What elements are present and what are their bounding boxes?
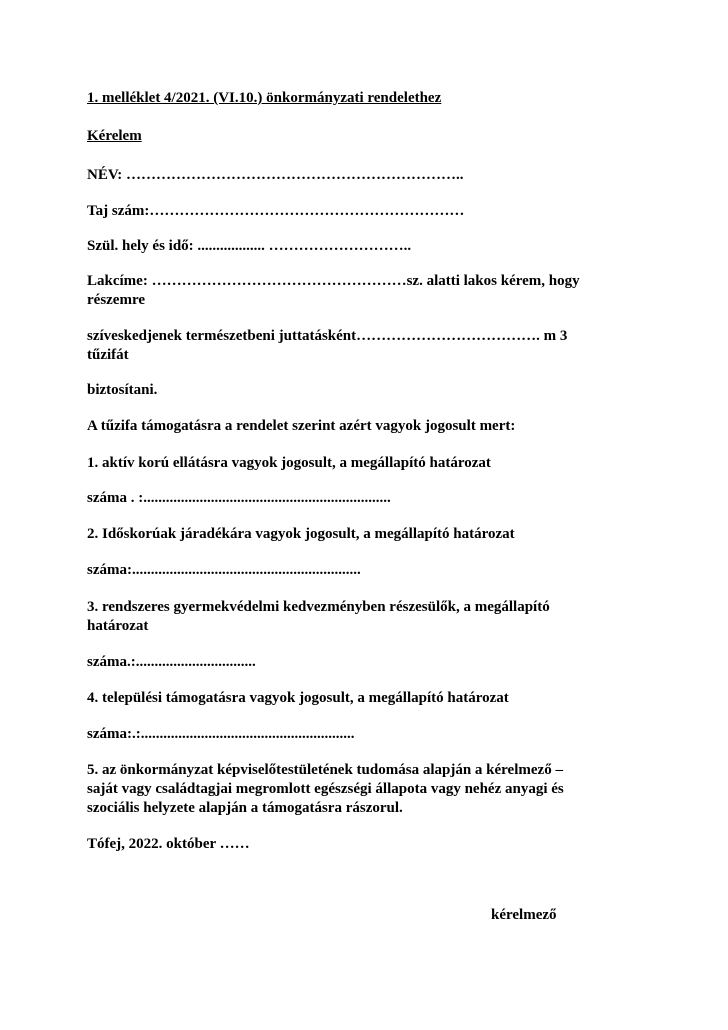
- item-5-line-3: szociális helyzete alapján a támogatásra rászorul.: [87, 800, 403, 816]
- request-line-1: szíveskedjenek természetbeni juttatásként………………………………. m 3: [87, 328, 568, 344]
- document-title: Kérelem: [87, 128, 142, 144]
- request-line-3: biztosítani.: [87, 382, 158, 398]
- place-and-date: Tófej, 2022. október ……: [87, 836, 250, 852]
- request-line-2: tűzifát: [87, 347, 129, 363]
- eligibility-intro: A tűzifa támogatásra a rendelet szerint azért vagyok jogosult mert:: [87, 418, 516, 434]
- address-line-1: Lakcíme: ……………………………………………sz. alatti lakos kérem, hogy: [87, 273, 580, 289]
- item-5-line-2: saját vagy családtagjai megromlott egészségi állapota vagy nehéz anyagi és: [87, 781, 564, 797]
- item-4-number: száma:.:.........................................................: [87, 726, 355, 742]
- birth-place-date-field: Szül. hely és idő: .................. ………………………..: [87, 238, 412, 254]
- taj-number-field: Taj szám:………………………………………………………: [87, 203, 465, 219]
- item-1-text: 1. aktív korú ellátásra vagyok jogosult, a megállapító határozat: [87, 455, 491, 471]
- item-2-number: száma:.............................................................: [87, 562, 361, 578]
- item-1-number: száma . :..................................................................: [87, 490, 391, 506]
- item-3-text-line-1: 3. rendszeres gyermekvédelmi kedvezményben részesülők, a megállapító: [87, 599, 550, 615]
- item-3-number: száma.:................................: [87, 654, 256, 670]
- document-header: 1. melléklet 4/2021. (VI.10.) önkormányzati rendelethez: [87, 90, 442, 106]
- address-line-2: részemre: [87, 292, 146, 308]
- applicant-signature-label: kérelmező: [491, 907, 557, 923]
- item-4-text: 4. települési támogatásra vagyok jogosult, a megállapító határozat: [87, 690, 509, 706]
- name-field: NÉV: …………………………………………………………..: [87, 167, 464, 183]
- item-5-line-1: 5. az önkormányzat képviselőtestületének tudomása alapján a kérelmező –: [87, 762, 563, 778]
- item-2-text: 2. Időskorúak járadékára vagyok jogosult, a megállapító határozat: [87, 526, 515, 542]
- item-3-text-line-2: határozat: [87, 618, 149, 634]
